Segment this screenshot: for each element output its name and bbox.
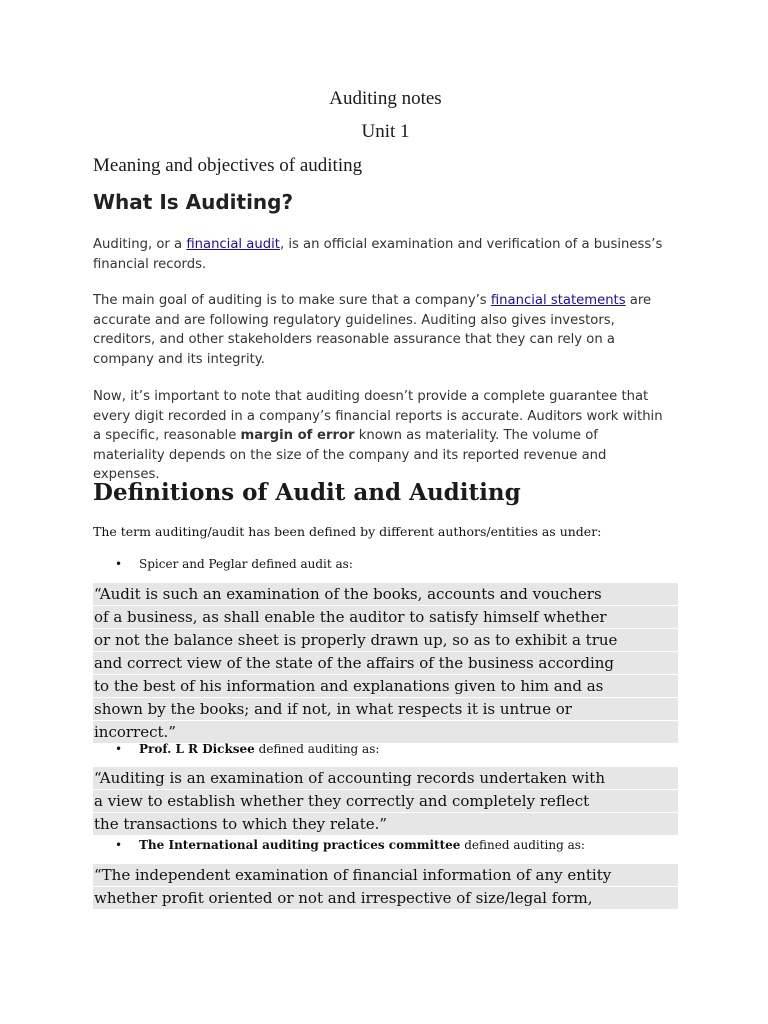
quote-line: or not the balance sheet is properly drawn up, so as to exhibit a true <box>93 629 678 652</box>
quote-line: and correct view of the state of the affairs of the business according <box>93 652 678 675</box>
quote-line: the transactions to which they relate.” <box>93 813 678 836</box>
section-heading-definitions: Definitions of Audit and Auditing <box>93 479 521 506</box>
paragraph-text: Now, it’s important to note that auditing doesn’t provide a complete guarantee that every digit recorded in a company’s financial reports is accurate. Auditors work within a specific, reasonable <box>93 389 663 443</box>
quote-line: to the best of his information and explanations given to him and as <box>93 675 678 698</box>
quote-line: “Auditing is an examination of accounting records undertaken with <box>93 767 678 790</box>
bullet-icon: • <box>115 742 123 756</box>
paragraph-text: , is an official examination and verification of a business’s financial records. <box>93 237 663 272</box>
paragraph-main-goal <box>93 291 668 369</box>
quote-line: “Audit is such an examination of the books, accounts and vouchers <box>93 583 678 606</box>
quote-iapc <box>93 864 678 910</box>
paragraph-materiality <box>93 387 668 485</box>
paragraph-definition <box>93 235 668 274</box>
list-item-spicer-peglar <box>115 557 353 571</box>
bullet-bold-text: Prof. L R Dicksee <box>139 742 255 756</box>
unit-label: Unit 1 <box>361 121 410 142</box>
bullet-text: defined auditing as: <box>254 742 380 756</box>
quote-line: of a business, as shall enable the auditor to satisfy himself whether <box>93 606 678 629</box>
quote-line: shown by the books; and if not, in what respects it is untrue or <box>93 698 678 721</box>
financial-statements-link[interactable]: financial statements <box>490 293 626 308</box>
quote-line: incorrect.” <box>93 721 678 744</box>
quote-spicer-peglar <box>93 583 678 744</box>
paragraph-text: known as materiality. The volume of materiality depends on the size of the company and its reported revenue and expenses. <box>93 428 607 482</box>
quote-line: whether profit oriented or not and irrespective of size/legal form, <box>93 887 678 910</box>
bullet-bold-text: The International auditing practices committee <box>139 838 461 852</box>
paragraph-text: are accurate and are following regulatory guidelines. Auditing also gives investors, creditors, and other stakeholders reasonable assurance that they can rely on a company and its integrity. <box>93 293 652 367</box>
paragraph-text: Auditing, or a <box>93 237 187 252</box>
list-item-iapc <box>115 838 585 852</box>
paragraph-text: The main goal of auditing is to make sure that a company’s <box>93 293 491 308</box>
bullet-text: defined auditing as: <box>460 838 585 852</box>
quote-dicksee <box>93 767 678 836</box>
quote-line: a view to establish whether they correctly and completely reflect <box>93 790 678 813</box>
section-heading-what-is-auditing: What Is Auditing? <box>93 190 294 214</box>
financial-audit-link[interactable]: financial audit <box>186 237 280 252</box>
margin-of-error-bold: margin of error <box>240 428 355 443</box>
list-item-dicksee <box>115 742 379 756</box>
bullet-icon: • <box>115 838 123 852</box>
document-title: Auditing notes <box>329 88 442 109</box>
definitions-intro: The term auditing/audit has been defined by different authors/entities as under: <box>93 524 602 539</box>
bullet-icon: • <box>115 557 123 571</box>
quote-line: “The independent examination of financial information of any entity <box>93 864 678 887</box>
bullet-text: Spicer and Peglar defined audit as: <box>139 557 353 571</box>
topic-subheading: Meaning and objectives of auditing <box>93 155 363 176</box>
